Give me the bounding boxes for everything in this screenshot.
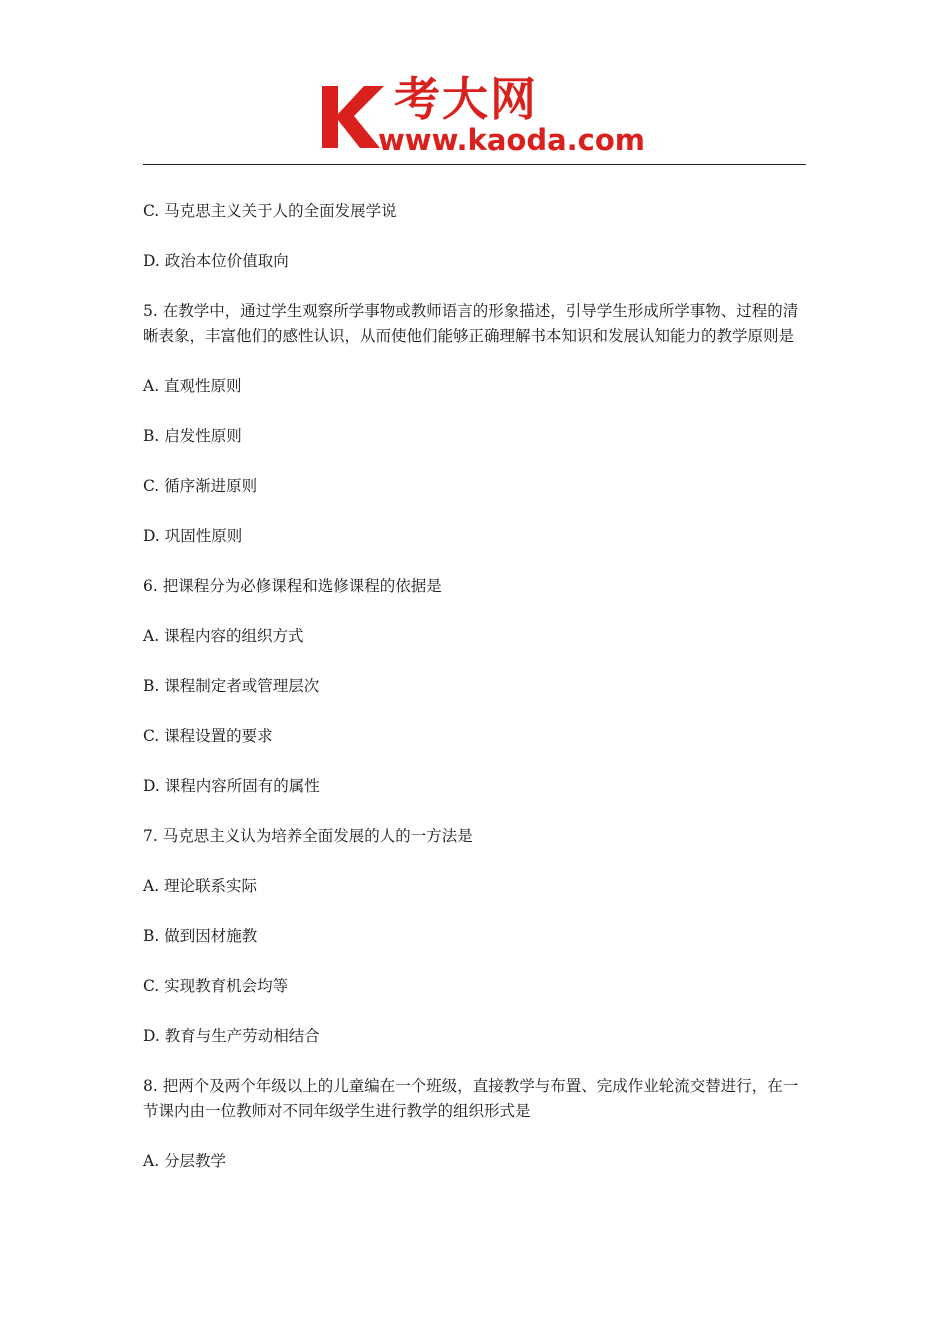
option-text: A. 课程内容的组织方式 <box>143 627 304 645</box>
question-text: 7. 马克思主义认为培养全面发展的人的一方法是 <box>143 827 473 845</box>
logo-chinese-text: 考大网 <box>394 72 538 126</box>
option-text: A. 直观性原则 <box>143 377 242 395</box>
option-text: C. 循序渐进原则 <box>143 477 258 495</box>
kaoda-logo[interactable] <box>318 72 648 160</box>
option-text: D. 教育与生产劳动相结合 <box>143 1027 320 1045</box>
option-text: D. 政治本位价值取向 <box>143 252 289 270</box>
option-text: A. 理论联系实际 <box>143 877 258 895</box>
option-text: B. 做到因材施教 <box>143 927 258 945</box>
header-divider <box>143 164 806 165</box>
option-text: A. 分层教学 <box>143 1152 227 1170</box>
option-text: D. 课程内容所固有的属性 <box>143 777 320 795</box>
logo-url-text: www.kaoda.com <box>378 123 645 157</box>
option-text: C. 课程设置的要求 <box>143 727 273 745</box>
option-text: B. 课程制定者或管理层次 <box>143 677 320 695</box>
question-text: 8. 把两个及两个年级以上的儿童编在一个班级，直接教学与布置、完成作业轮流交替进行，在一节课内由一位教师对不同年级学生进行教学的组织形式是 <box>143 1077 799 1120</box>
question-content <box>143 199 808 1174</box>
question-text: 5. 在教学中，通过学生观察所学事物或教师语言的形象描述，引导学生形成所学事物、过程的清晰表象，丰富他们的感性认识，从而使他们能够正确理解书本知识和发展认知能力的教学原则是 <box>143 302 799 345</box>
option-text: C. 实现教育机会均等 <box>143 977 289 995</box>
option-text: B. 启发性原则 <box>143 427 242 445</box>
option-text: C. 马克思主义关于人的全面发展学说 <box>143 202 397 220</box>
option-text: D. 巩固性原则 <box>143 527 243 545</box>
question-text: 6. 把课程分为必修课程和选修课程的依据是 <box>143 577 442 595</box>
page-header <box>0 0 950 170</box>
